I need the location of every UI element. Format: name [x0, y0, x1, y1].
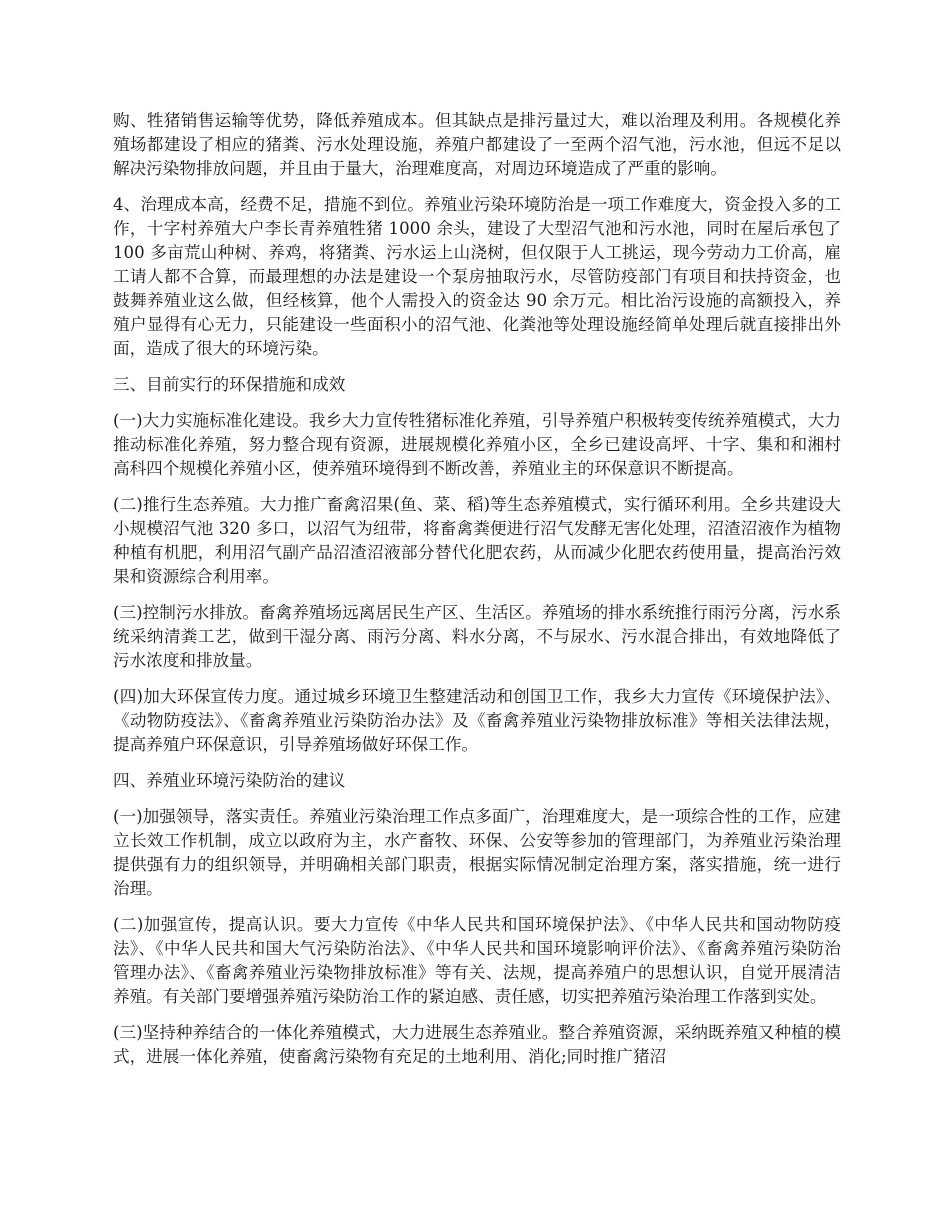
paragraph-1: 购、牲猪销售运输等优势，降低养殖成本。但其缺点是排污量过大，难以治理及利用。各规模化养殖场都建设了相应的猪粪、污水处理设施，养殖户都建设了一至两个沼气池，污水池，但远不足以解决污染物排放问题，并且由于量大，治理难度高，对周边环境造成了严重的影响。 [113, 111, 841, 178]
document-page [113, 109, 841, 1081]
paragraph-7: (四)加大环保宣传力度。通过城乡环境卫生整建活动和创国卫工作，我乡大力宣传《环境保护法》、《动物防疫法》、《畜禽养殖业污染防治办法》及《畜禽养殖业污染物排放标准》等相关法律法规，提高养殖户环保意识，引导养殖场做好环保工作。 [113, 687, 841, 754]
paragraph-6: (三)控制污水排放。畜禽养殖场远离居民生产区、生活区。养殖场的排水系统推行雨污分离，污水系统采纳清粪工艺，做到干湿分离、雨污分离、料水分离，不与尿水、污水混合排出，有效地降低了污水浓度和排放量。 [113, 603, 841, 670]
paragraph-10: (二)加强宣传，提高认识。要大力宣传《中华人民共和国环境保护法》、《中华人民共和国动物防疫法》、《中华人民共和国大气污染防治法》、《中华人民共和国环境影响评价法》、《畜禽养殖污染防治管理办法》、《畜禽养殖业污染物排放标准》等有关、法规，提高养殖户的思想认识，自觉开展清洁养殖。有关部门要增强养殖污染防治工作的紧迫感、责任感，切实把养殖污染治理工作落到实处。 [113, 915, 841, 1006]
section-heading-3: 三、目前实行的环保措施和成效 [113, 375, 346, 394]
section-heading-4: 四、养殖业环境污染防治的建议 [113, 771, 346, 790]
paragraph-5: (二)推行生态养殖。大力推广畜禽沼果(鱼、菜、稻)等生态养殖模式，实行循环利用。全乡共建设大小规模沼气池 320 多口，以沼气为纽带，将畜禽粪便进行沼气发酵无害化处理，沼渣沼液作为植物种植有机肥，利用沼气副产品沼渣沼液部分替代化肥农药，从而减少化肥农药使用量，提高治污效果和资源综合利用率。 [113, 495, 841, 586]
paragraph-2: 4、治理成本高，经费不足，措施不到位。养殖业污染环境防治是一项工作难度大，资金投入多的工作，十字村养殖大户李长青养殖牲猪 1000 余头，建设了大型沼气池和污水池，同时在屋后承包了 100 多亩荒山种树、养鸡，将猪粪、污水运上山浇树，但仅限于人工挑运，现今劳动力工价高，雇工请人都不合算，而最理想的办法是建设一个泵房抽取污水，尽管防疫部门有项目和扶持资金，也鼓舞养殖业这么做，但经核算，他个人需投入的资金达 90 余万元。相比治污设施的高额投入，养殖户显得有心无力，只能建设一些面积小的沼气池、化粪池等处理设施经简单处理后就直接排出外面，造成了很大的环境污染。 [113, 195, 841, 358]
paragraph-4: (一)大力实施标准化建设。我乡大力宣传牲猪标准化养殖，引导养殖户积极转变传统养殖模式，大力推动标准化养殖，努力整合现有资源，进展规模化养殖小区，全乡已建设高坪、十字、集和和湘村高科四个规模化养殖小区，使养殖环境得到不断改善，养殖业主的环保意识不断提高。 [113, 411, 841, 478]
paragraph-9: (一)加强领导，落实责任。养殖业污染治理工作点多面广，治理难度大，是一项综合性的工作，应建立长效工作机制，成立以政府为主，水产畜牧、环保、公安等参加的管理部门，为养殖业污染治理提供强有力的组织领导，并明确相关部门职责，根据实际情况制定治理方案，落实措施，统一进行治理。 [113, 807, 841, 898]
paragraph-11: (三)坚持种养结合的一体化养殖模式，大力进展生态养殖业。整合养殖资源，采纳既养殖又种植的模式，进展一体化养殖，使畜禽污染物有充足的土地利用、消化;同时推广猪沼 [113, 1023, 841, 1066]
